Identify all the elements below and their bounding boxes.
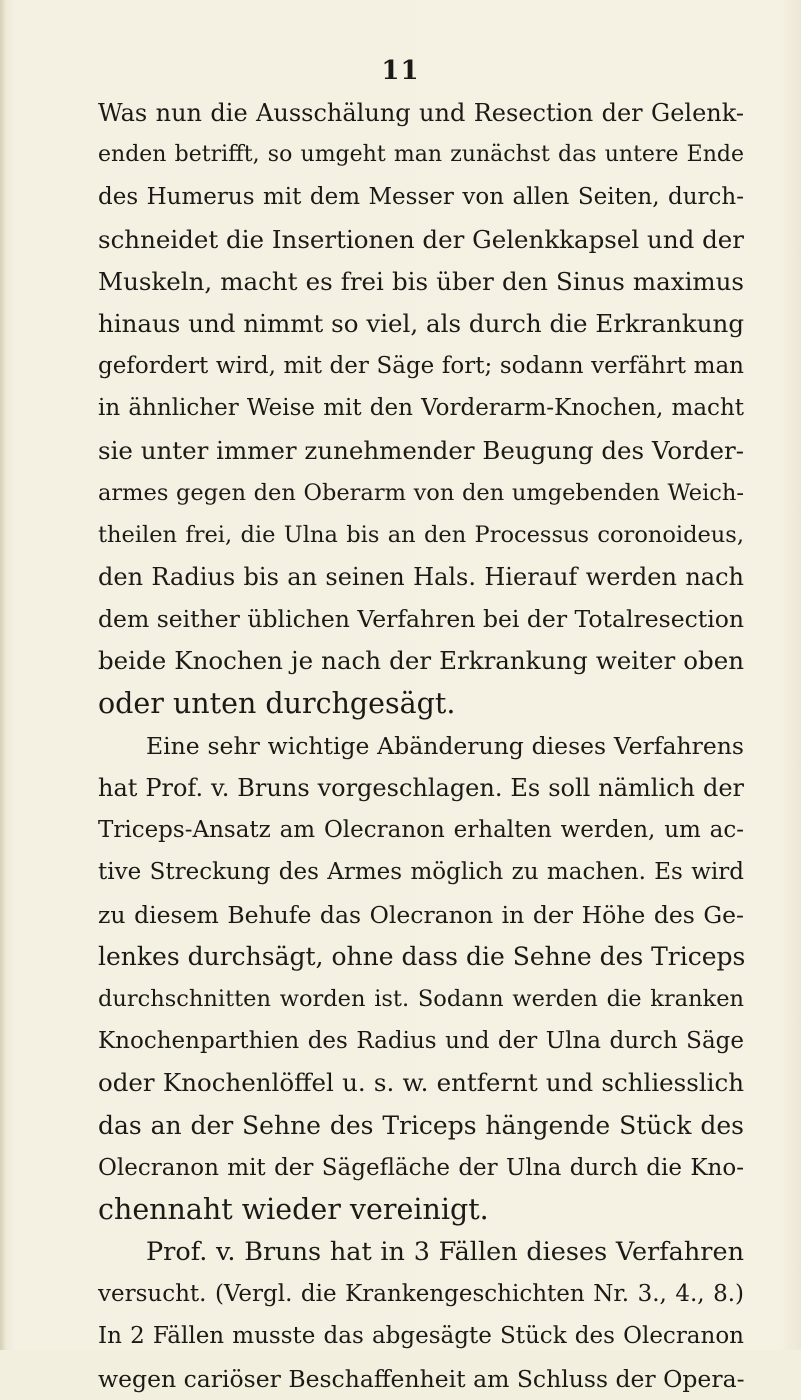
text-line: versucht. (Vergl. die Krankengeschichten Nr. 3., 4., 8.) [98,1281,744,1308]
body-text [98,92,744,1400]
text-line: den Radius bis an seinen Hals. Hierauf werden nach [98,563,744,592]
text-line: beide Knochen je nach der Erkrankung weiter oben [98,646,744,676]
text-line: schneidet die Insertionen der Gelenkkapsel und der [98,224,744,254]
text-line: gefordert wird, mit der Säge fort; sodann verfährt man [98,353,744,380]
page-number: 11 [381,56,420,86]
text-line: Triceps-Ansatz am Olecranon erhalten werden, um ac- [98,817,744,844]
text-line: enden betrifft, so umgeht man zunächst das untere Ende [98,142,744,168]
text-line: in ähnlicher Weise mit den Vorderarm-Knochen, macht [98,395,744,422]
text-line: oder unten durchgesägt. [98,686,456,720]
text-line: In 2 Fällen musste das abgesägte Stück des Olecranon [98,1323,744,1350]
text-line: Muskeln, macht es frei bis über den Sinus maximus [98,266,744,296]
text-line: Prof. v. Bruns hat in 3 Fällen dieses Verfahren [146,1237,744,1268]
text-line: Eine sehr wichtige Abänderung dieses Verfahrens [146,731,744,760]
text-line: hinaus und nimmt so viel, als durch die Erkrankung [98,308,744,338]
text-line: durchschnitten worden ist. Sodann werden die kranken [98,985,744,1012]
text-line: wegen cariöser Beschaffenheit am Schluss der Opera- [98,1364,745,1393]
text-line: theilen frei, die Ulna bis an den Processus coronoideus, [98,521,744,548]
text-line: chennaht wieder vereinigt. [98,1192,489,1226]
text-line: dem seither üblichen Verfahren bei der Totalresection [98,605,745,634]
text-line: Olecranon mit der Sägefläche der Ulna durch die Kno- [98,1154,744,1181]
text-line: oder Knochenlöffel u. s. w. entfernt und schliesslich [98,1068,744,1098]
text-line: tive Streckung des Armes möglich zu machen. Es wird [98,859,744,886]
text-line: sie unter immer zunehmender Beugung des Vorder- [98,435,744,465]
text-line: Was nun die Ausschälung und Resection der Gelenk- [98,99,744,127]
text-line: lenkes durchsägt, ohne dass die Sehne des Triceps [98,941,746,971]
text-line: des Humerus mit dem Messer von allen Seiten, durch- [98,184,744,211]
text-line: Knochenparthien des Radius und der Ulna durch Säge [98,1028,744,1055]
page-edge-shadow [0,0,6,1350]
text-line: zu diesem Behufe das Olecranon in der Höhe des Ge- [98,900,744,929]
text-line: armes gegen den Oberarm von den umgebenden Weich- [98,479,744,506]
text-line: das an der Sehne des Triceps hängende Stück des [98,1110,744,1140]
text-line: hat Prof. v. Bruns vorgeschlagen. Es soll nämlich der [98,774,744,802]
